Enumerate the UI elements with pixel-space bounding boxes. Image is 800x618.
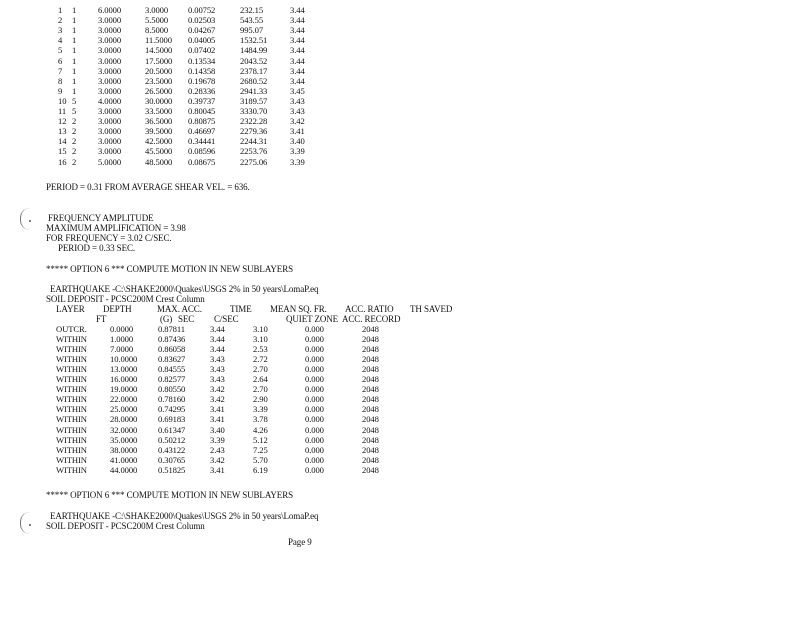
punch-mark-2 [20,512,35,534]
layer-row-cell: 1 [72,35,77,46]
sublayer-row-cell: 0.78160 [158,394,186,405]
layer-row-cell: 3.0000 [98,116,122,127]
layer-row-cell: 7 [58,65,63,76]
layer-row-cell: 1 [72,55,77,66]
period-value: PERIOD = 0.33 SEC. [58,243,136,253]
layer-row-cell: 13 [58,126,67,137]
layer-row-cell: 2279.36 [240,126,268,137]
sublayer-row-cell: 19.0000 [110,384,138,395]
layer-row-cell: 0.19678 [188,75,216,86]
layer-row-cell: 2941.33 [240,85,268,96]
sublayer-row-cell: 2.90 [253,394,268,405]
sublayer-row-cell: 0.74295 [158,404,186,415]
layer-row-cell: 0.08596 [188,146,216,157]
sublayer-row-cell: 3.10 [253,324,268,334]
layer-row-cell: 1484.99 [240,45,268,56]
sublayer-row-cell: 3.44 [210,324,225,334]
sublayer-row-cell: 0.000 [305,404,324,415]
header-quiet-zone: QUIET ZONE [286,314,339,324]
sublayer-row-cell: 35.0000 [110,434,138,445]
sublayer-row-cell: 0.51825 [158,464,186,475]
sublayer-row-cell: 3.39 [253,404,268,415]
layer-row-cell: 1 [72,85,77,96]
sublayer-row-cell: 32.0000 [110,424,138,435]
sublayer-row-cell: 13.0000 [110,364,138,375]
sublayer-row-cell: 5.70 [253,454,268,465]
layer-row-cell: 9 [58,85,63,96]
sublayer-row-cell: 41.0000 [110,454,138,465]
sublayer-row-cell: 2.53 [253,344,268,355]
sublayer-row-cell: 2048 [362,364,379,375]
for-frequency: FOR FREQUENCY = 3.02 C/SEC. [46,233,172,243]
layer-row-cell: 0.80875 [188,116,216,127]
header-acc-ratio: ACC. RATIO [345,304,394,314]
soil-deposit-line-2: SOIL DEPOSIT - PCSC200M Crest Column [46,521,205,531]
layer-row-cell: 5 [72,106,77,116]
sublayer-row-cell: 0.000 [305,354,324,365]
sublayer-row-cell: WITHIN [56,434,87,445]
layer-row-cell: 3.0000 [98,146,122,157]
layer-row-cell: 2 [72,156,77,167]
sublayer-row-cell: 3.43 [210,364,225,375]
layer-row-cell: 4 [58,35,63,46]
layer-row-cell: 5.5000 [145,15,169,26]
sublayer-row-cell: WITHIN [56,424,87,435]
sublayer-row-cell: 3.42 [210,454,225,465]
layer-row-cell: 3.43 [290,106,305,116]
layer-row-cell: 0.13534 [188,55,216,66]
layer-row-cell: 3.44 [290,5,305,15]
max-amplification: MAXIMUM AMPLIFICATION = 3.98 [46,223,186,233]
layer-row-cell: 3.44 [290,65,305,76]
layer-row-cell: 11.5000 [145,35,172,46]
layer-row-cell: 1 [72,65,77,76]
sublayer-row-cell: 3.44 [210,344,225,355]
layer-row-cell: 3.44 [290,15,305,26]
layer-row-cell: 23.5000 [145,75,173,86]
sublayer-row-cell: 0.000 [305,364,324,375]
layer-row-cell: 3189.57 [240,95,268,106]
layer-row-cell: 17.5000 [145,55,173,66]
sublayer-row-cell: 2048 [362,424,379,435]
header-layer: LAYER [56,304,85,314]
sublayer-row-cell: 7.0000 [110,344,134,355]
sublayer-row-cell: 0.43122 [158,444,186,455]
layer-row-cell: 3.0000 [98,136,122,147]
sublayer-row-cell: 0.000 [305,374,324,385]
layer-row-cell: 48.5000 [145,156,173,167]
sublayer-row-cell: 0.000 [305,334,324,345]
layer-row-cell: 0.34441 [188,136,216,147]
sublayer-row-cell: 2048 [362,344,379,355]
layer-row-cell: 2 [72,146,77,157]
sublayer-row-cell: 3.41 [210,464,225,475]
sublayer-row-cell: 2048 [362,454,379,465]
sublayer-row-cell: 0.000 [305,384,324,395]
layer-row-cell: 3.39 [290,156,305,167]
layer-row-cell: 3.44 [290,45,305,56]
sublayer-row-cell: 28.0000 [110,414,138,425]
sublayer-row-cell: 0.000 [305,394,324,405]
sublayer-row-cell: 0.69183 [158,414,186,425]
sublayer-row-cell: 0.000 [305,464,324,475]
sublayer-row-cell: 3.41 [210,404,225,415]
layer-row-cell: 14.5000 [145,45,173,56]
layer-row-cell: 2 [72,136,77,147]
sublayer-row-cell: 2048 [362,434,379,445]
layer-row-cell: 3.42 [290,116,305,127]
layer-row-cell: 10 [58,95,67,106]
sublayer-row-cell: 44.0000 [110,464,138,475]
sublayer-row-cell: 3.10 [253,334,268,345]
layer-row-cell: 0.04005 [188,35,216,46]
frequency-header: FREQUENCY AMPLITUDE [48,213,154,223]
layer-row-cell: 3.0000 [98,35,122,46]
sublayer-row-cell: 2.72 [253,354,268,365]
sublayer-row-cell: 2048 [362,394,379,405]
layer-row-cell: 45.5000 [145,146,173,157]
period-line: PERIOD = 0.31 FROM AVERAGE SHEAR VEL. = 636. [46,182,250,192]
sublayer-row-cell: 0.000 [305,344,324,355]
sublayer-row-cell: 0.000 [305,424,324,435]
layer-row-cell: 0.80045 [188,106,216,116]
sublayer-row-cell: 3.78 [253,414,268,425]
header-max-acc: MAX. ACC. [157,304,202,314]
sublayer-row-cell: 2048 [362,334,379,345]
layer-row-cell: 1 [72,25,77,36]
sublayer-row-cell: 0.61347 [158,424,186,435]
header-time: TIME [230,304,252,314]
sublayer-row-cell: 0.000 [305,324,324,334]
layer-row-cell: 3.44 [290,75,305,86]
layer-row-cell: 16 [58,156,67,167]
sublayer-row-cell: WITHIN [56,404,87,415]
layer-row-cell: 3.41 [290,126,305,137]
header-depth: DEPTH [103,304,132,314]
layer-row-cell: 6 [58,55,63,66]
layer-row-cell: 3.44 [290,25,305,36]
layer-row-cell: 20.5000 [145,65,173,76]
layer-row-cell: 3.0000 [98,85,122,96]
sublayer-row-cell: 22.0000 [110,394,138,405]
sublayer-row-cell: 2048 [362,354,379,365]
layer-row-cell: 3.44 [290,35,305,46]
layer-row-cell: 1 [72,5,77,15]
sublayer-row-cell: 0.87811 [158,324,185,334]
layer-row-cell: 0.08675 [188,156,216,167]
layer-row-cell: 0.02503 [188,15,216,26]
sublayer-row-cell: 2048 [362,324,379,334]
layer-row-cell: 8.5000 [145,25,169,36]
header-mean-sq: MEAN SQ. FR. [270,304,327,314]
layer-row-cell: 8 [58,75,63,86]
header-acc-record: ACC. RECORD [342,314,401,324]
sublayer-row-cell: WITHIN [56,454,87,465]
layer-row-cell: 3.0000 [98,106,122,116]
layer-row-cell: 33.5000 [145,106,173,116]
header-depth-unit: FT [96,314,107,324]
layer-row-cell: 3.44 [290,55,305,66]
layer-row-cell: 2253.76 [240,146,268,157]
sublayer-row-cell: WITHIN [56,354,87,365]
sublayer-row-cell: 6.19 [253,464,268,475]
sublayer-row-cell: 0.87436 [158,334,186,345]
layer-row-cell: 3.0000 [98,15,122,26]
layer-row-cell: 995.07 [240,25,264,36]
sublayer-row-cell: 0.30765 [158,454,186,465]
sublayer-row-cell: 2.64 [253,374,268,385]
layer-row-cell: 3.0000 [98,25,122,36]
sublayer-row-cell: 7.25 [253,444,268,455]
layer-row-cell: 5.0000 [98,156,122,167]
layer-row-cell: 30.0000 [145,95,173,106]
layer-row-cell: 3.0000 [98,126,122,137]
layer-row-cell: 2322.28 [240,116,268,127]
sublayer-row-cell: WITHIN [56,444,87,455]
sublayer-row-cell: WITHIN [56,374,87,385]
sublayer-row-cell: 3.43 [210,374,225,385]
sublayer-row-cell: 3.39 [210,434,225,445]
layer-row-cell: 0.14358 [188,65,216,76]
layer-row-cell: 5 [72,95,77,106]
sublayer-row-cell: WITHIN [56,364,87,375]
sublayer-row-cell: WITHIN [56,344,87,355]
sublayer-row-cell: 0.0000 [110,324,134,334]
layer-row-cell: 3.0000 [98,55,122,66]
layer-row-cell: 2 [72,116,77,127]
option-line-2: ***** OPTION 6 *** COMPUTE MOTION IN NEW SUBLAYERS [46,490,294,500]
sublayer-row-cell: 0.000 [305,444,324,455]
layer-row-cell: 3.43 [290,95,305,106]
layer-row-cell: 1 [72,15,77,26]
sublayer-row-cell: OUTCR. [56,324,87,334]
sublayer-row-cell: 0.82577 [158,374,186,385]
sublayer-row-cell: 3.43 [210,354,225,365]
layer-row-cell: 0.46697 [188,126,216,137]
layer-row-cell: 2043.52 [240,55,268,66]
layer-row-cell: 543.55 [240,15,264,26]
layer-row-cell: 2680.52 [240,75,268,86]
sublayer-row-cell: 4.26 [253,424,268,435]
header-mean-sq-unit: C/SEC [214,314,239,324]
layer-row-cell: 6.0000 [98,5,122,15]
layer-row-cell: 15 [58,146,67,157]
layer-row-cell: 3.0000 [98,45,122,56]
header-th-saved: TH SAVED [410,304,453,314]
sublayer-row-cell: 3.44 [210,334,225,345]
layer-row-cell: 0.04267 [188,25,216,36]
sublayer-row-cell: 2048 [362,444,379,455]
sublayer-row-cell: 3.42 [210,394,225,405]
layer-row-cell: 1532.51 [240,35,268,46]
sublayer-row-cell: 3.41 [210,414,225,425]
layer-row-cell: 232.15 [240,5,264,15]
layer-row-cell: 11 [58,106,67,116]
sublayer-row-cell: WITHIN [56,464,87,475]
layer-row-cell: 2 [72,126,77,137]
layer-row-cell: 2244.31 [240,136,268,147]
sublayer-row-cell: 5.12 [253,434,268,445]
sublayer-row-cell: 16.0000 [110,374,138,385]
sublayer-row-cell: 0.84555 [158,364,186,375]
option-line-1: ***** OPTION 6 *** COMPUTE MOTION IN NEW SUBLAYERS [46,264,294,274]
layer-row-cell: 3 [58,25,63,36]
layer-row-cell: 1 [72,75,77,86]
layer-row-cell: 2 [58,15,63,26]
header-max-acc-unit: (G) [160,314,173,324]
layer-row-cell: 39.5000 [145,126,173,137]
page-number: Page 9 [288,537,312,547]
layer-row-cell: 3.40 [290,136,305,147]
layer-row-cell: 26.5000 [145,85,173,96]
layer-row-cell: 3330.70 [240,106,268,116]
layer-row-cell: 14 [58,136,67,147]
sublayer-row-cell: 3.42 [210,384,225,395]
sublayer-row-cell: 10.0000 [110,354,138,365]
layer-row-cell: 3.45 [290,85,305,96]
punch-mark-1 [20,208,35,230]
layer-row-cell: 3.39 [290,146,305,157]
sublayer-row-cell: 2048 [362,404,379,415]
sublayer-row-cell: 25.0000 [110,404,138,415]
layer-row-cell: 36.5000 [145,116,173,127]
sublayer-row-cell: WITHIN [56,384,87,395]
sublayer-row-cell: 3.40 [210,424,225,435]
header-time-unit: SEC [178,314,195,324]
sublayer-row-cell: WITHIN [56,334,87,345]
sublayer-row-cell: 2.70 [253,384,268,395]
layer-row-cell: 0.00752 [188,5,216,15]
layer-row-cell: 1 [72,45,77,56]
sublayer-row-cell: 0.000 [305,434,324,445]
sublayer-row-cell: 2048 [362,414,379,425]
layer-row-cell: 5 [58,45,63,56]
sublayer-row-cell: 1.0000 [110,334,134,345]
sublayer-row-cell: 0.000 [305,454,324,465]
sublayer-row-cell: 0.000 [305,414,324,425]
sublayer-row-cell: 0.83627 [158,354,186,365]
layer-row-cell: 2275.06 [240,156,268,167]
layer-row-cell: 0.39737 [188,95,216,106]
sublayer-row-cell: 2.43 [210,444,225,455]
layer-row-cell: 0.28336 [188,85,216,96]
sublayer-row-cell: 38.0000 [110,444,138,455]
sublayer-row-cell: 2048 [362,374,379,385]
layer-row-cell: 0.07402 [188,45,216,56]
sublayer-row-cell: 2048 [362,464,379,475]
earthquake-line-2: EARTHQUAKE -C:\SHAKE2000\Quakes\USGS 2% in 50 years\LomaP.eq [50,511,319,521]
soil-deposit-line-1: SOIL DEPOSIT - PCSC200M Crest Column [46,294,205,304]
layer-row-cell: 2378.17 [240,65,268,76]
sublayer-row-cell: 2048 [362,384,379,395]
layer-row-cell: 42.5000 [145,136,173,147]
layer-row-cell: 1 [58,5,63,15]
layer-row-cell: 4.0000 [98,95,122,106]
sublayer-row-cell: 0.50212 [158,434,186,445]
sublayer-row-cell: 2.70 [253,364,268,375]
layer-row-cell: 12 [58,116,67,127]
sublayer-row-cell: 0.80550 [158,384,186,395]
layer-row-cell: 3.0000 [145,5,169,15]
sublayer-row-cell: WITHIN [56,414,87,425]
earthquake-line-1: EARTHQUAKE -C:\SHAKE2000\Quakes\USGS 2% in 50 years\LomaP.eq [50,284,319,294]
layer-row-cell: 3.0000 [98,65,122,76]
layer-row-cell: 3.0000 [98,75,122,86]
sublayer-row-cell: 0.86058 [158,344,186,355]
sublayer-row-cell: WITHIN [56,394,87,405]
